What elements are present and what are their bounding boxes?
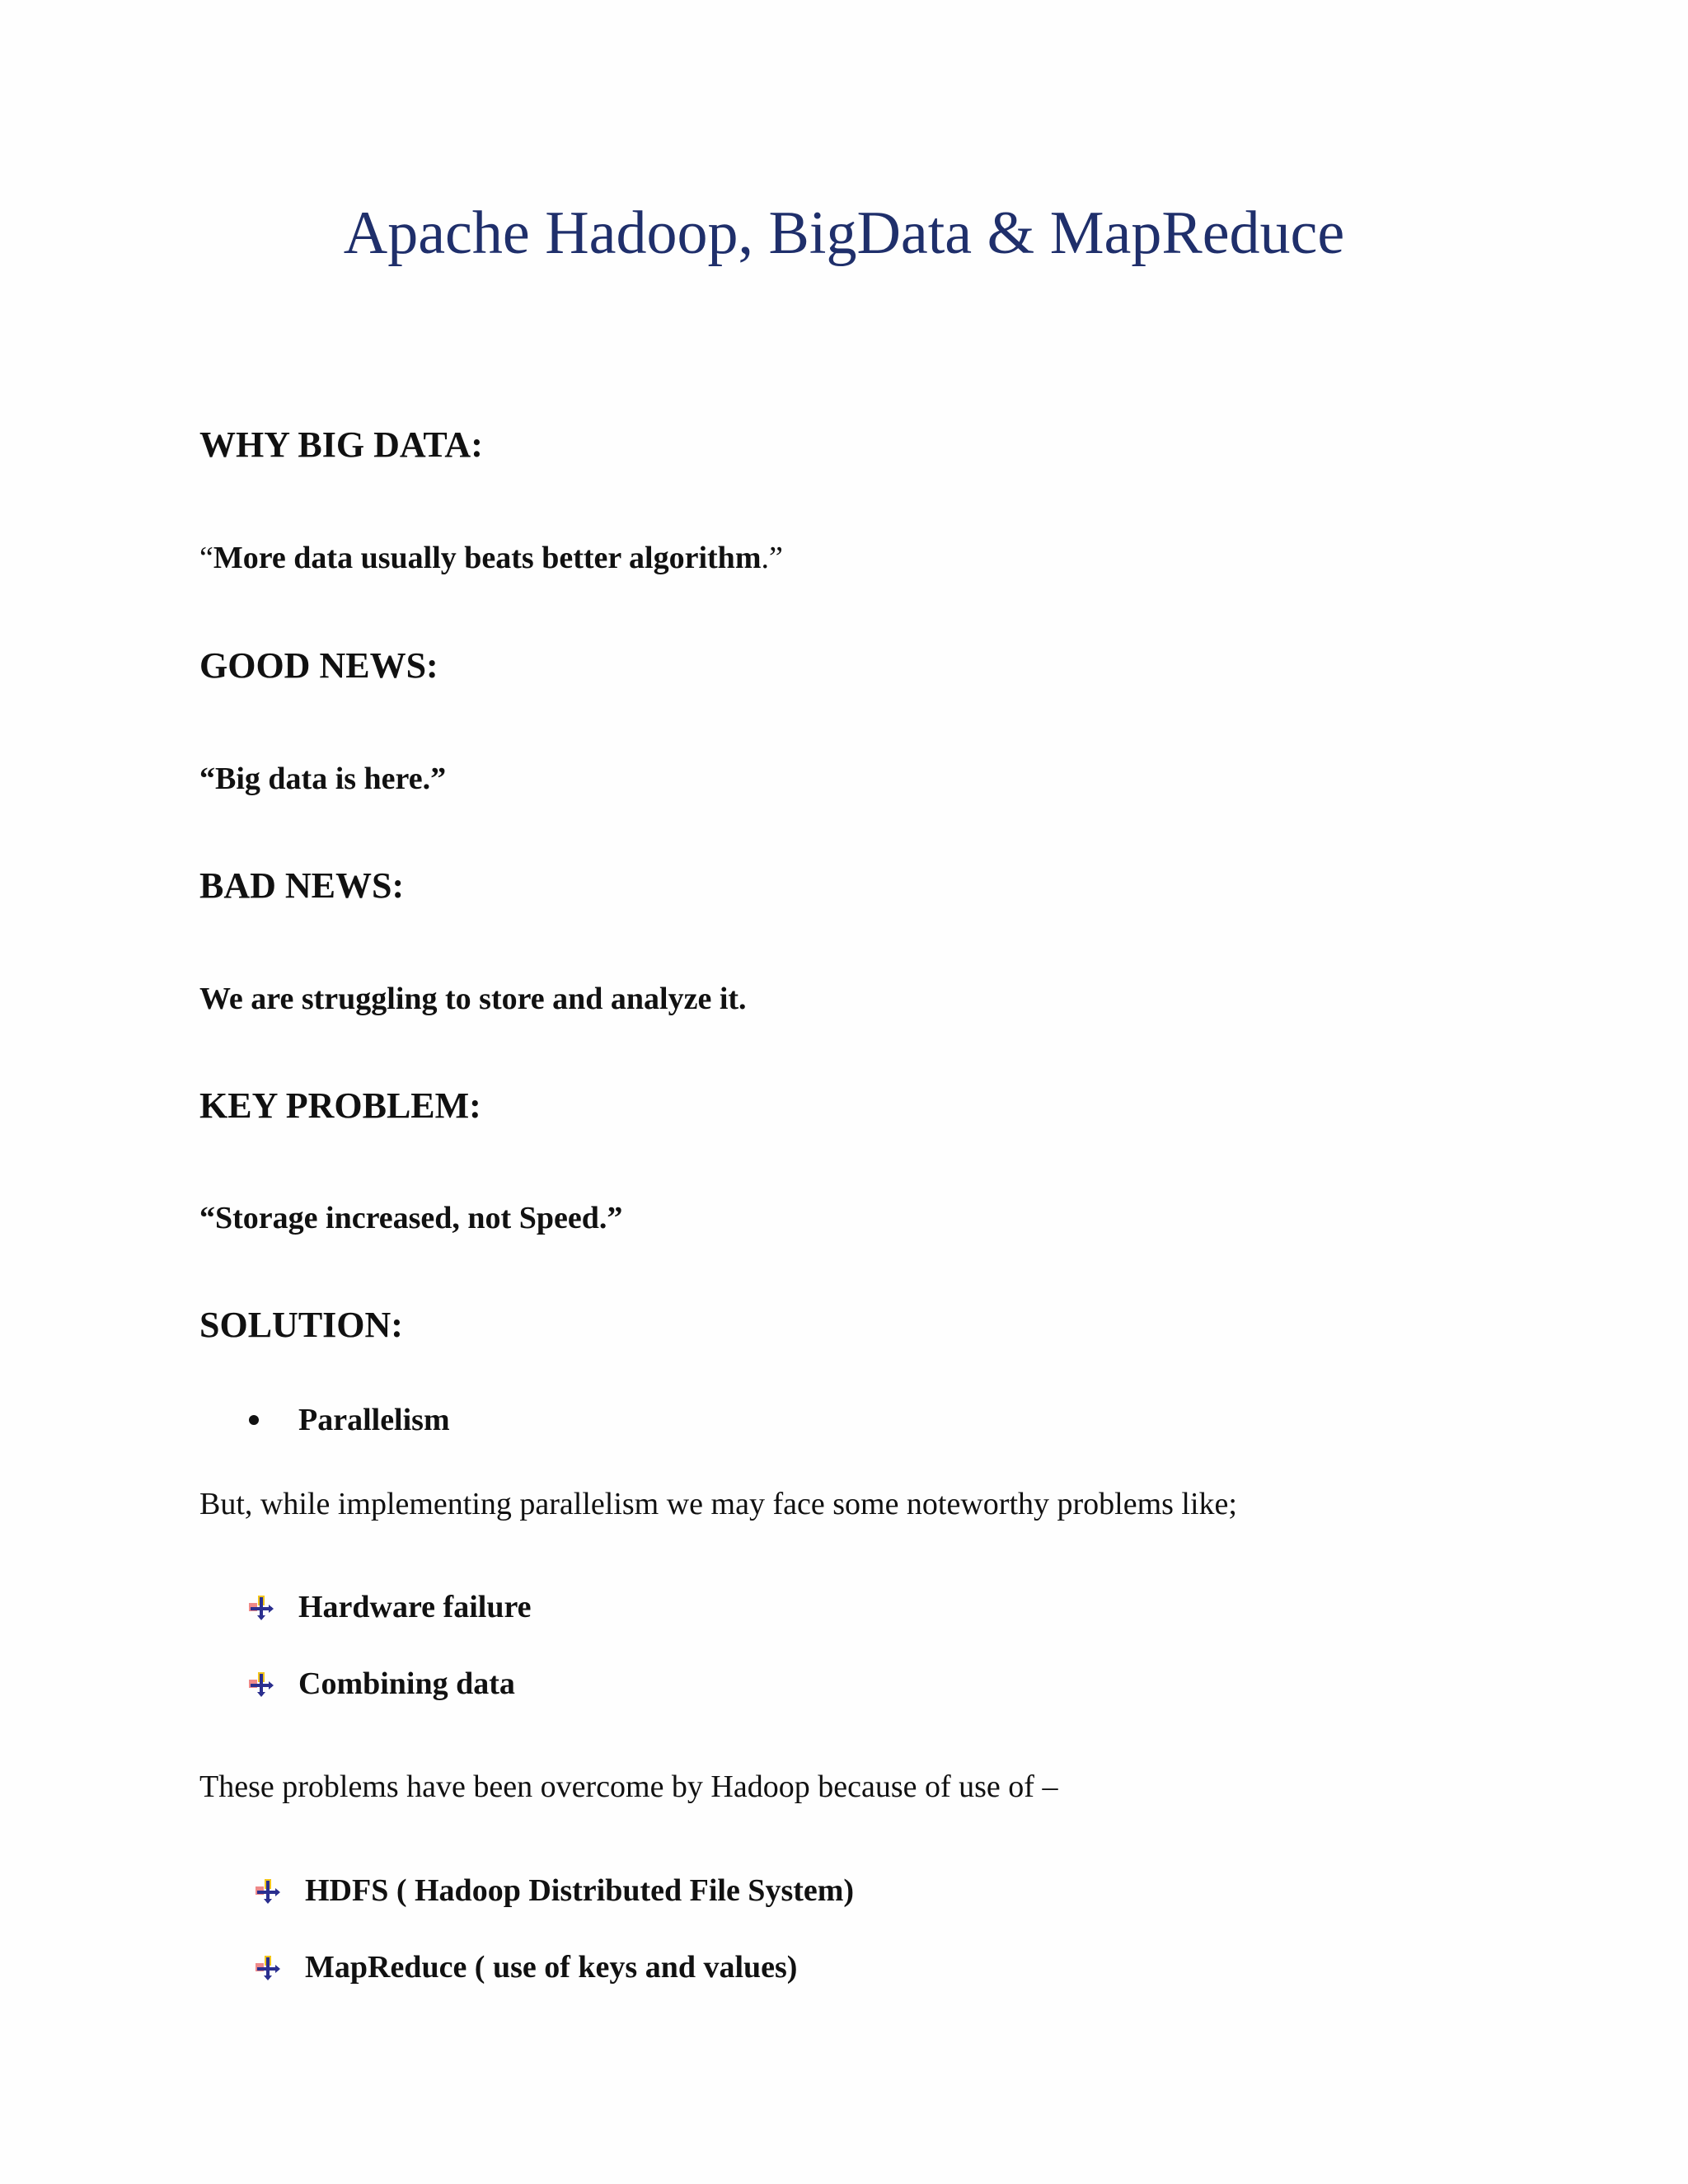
heading-good-news: GOOD NEWS: [199, 645, 438, 686]
list-item-hdfs: HDFS ( Hadoop Distributed File System) [305, 1873, 855, 1908]
paragraph-overcome: These problems have been overcome by Hadoop because of use of – [199, 1769, 1058, 1804]
heading-solution: SOLUTION: [199, 1305, 403, 1345]
heading-bad-news: BAD NEWS: [199, 865, 405, 906]
statement-bad-news: We are struggling to store and analyze it. [199, 982, 747, 1016]
list-item-mapreduce: MapReduce ( use of keys and values) [305, 1950, 798, 1985]
paragraph-problems: But, while implementing parallelism we may face some noteworthy problems like; [199, 1487, 1237, 1521]
bullet-dot [249, 1415, 259, 1425]
list-item-parallelism: Parallelism [298, 1403, 450, 1437]
four-way-arrow-icon [249, 1672, 274, 1697]
four-way-arrow-icon [256, 1956, 280, 1980]
statement-text: More data usually beats better algorithm [213, 541, 762, 575]
page-title: Apache Hadoop, BigData & MapReduce [343, 199, 1345, 267]
statement-good-news: “Big data is here.” [199, 762, 447, 796]
four-way-arrow-icon [256, 1879, 280, 1904]
statement-why-big-data [199, 537, 783, 579]
four-way-arrow-icon [249, 1596, 274, 1620]
quote-close: .” [761, 541, 783, 575]
statement-key-problem: “Storage increased, not Speed.” [199, 1201, 623, 1235]
list-item-combining-data: Combining data [298, 1666, 515, 1701]
quote-open: “ [199, 541, 213, 575]
heading-key-problem: KEY PROBLEM: [199, 1085, 481, 1126]
list-item-hardware-failure: Hardware failure [298, 1590, 532, 1624]
heading-why-big-data: WHY BIG DATA: [199, 424, 483, 465]
